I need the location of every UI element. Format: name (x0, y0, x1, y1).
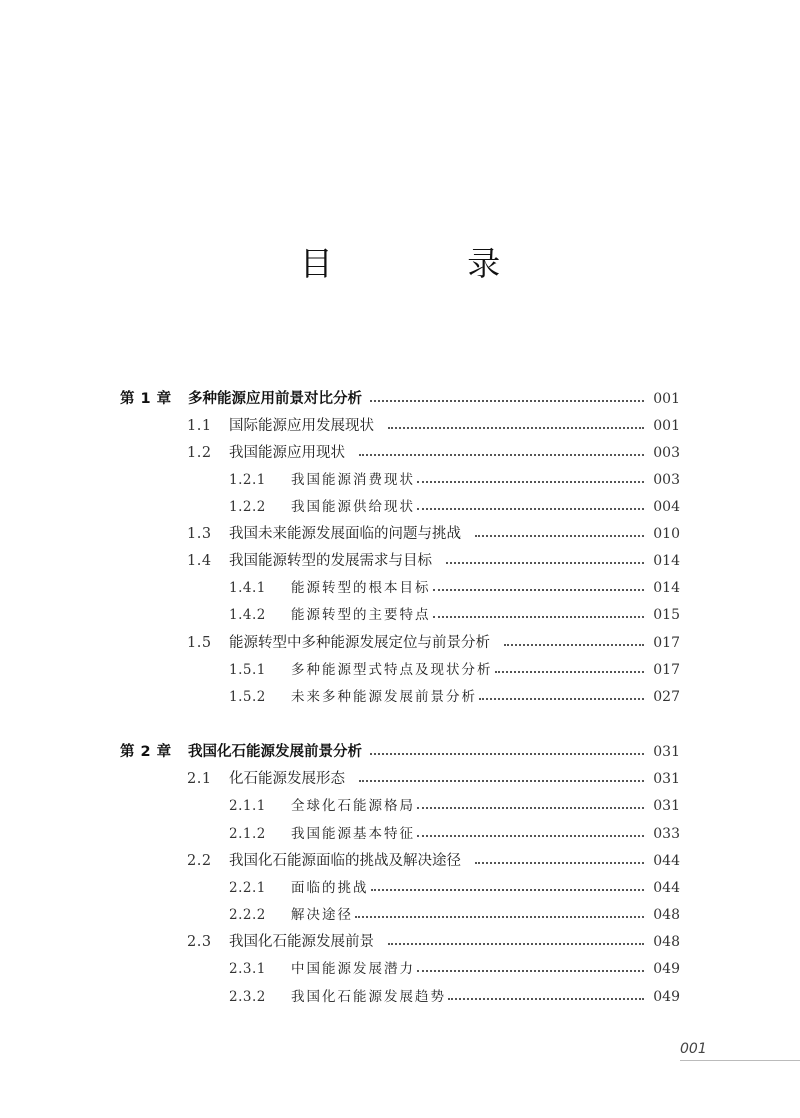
dot-leader (388, 427, 644, 429)
dot-leader (495, 671, 645, 673)
section-title: 我国化石能源发展前景 (229, 934, 374, 950)
page-ref: 044 (653, 880, 680, 896)
subsection-title: 能源转型的根本目标 (291, 580, 431, 596)
toc-subsection-1-5-1[interactable] (229, 659, 680, 681)
page-number: 001 (680, 1041, 707, 1057)
toc-chapter-1[interactable] (120, 388, 680, 410)
dot-leader (417, 508, 644, 510)
subsection-number: 1.2.2 (229, 499, 266, 515)
toc-subsection-2-1-1[interactable] (229, 795, 680, 817)
subsection-number: 2.2.1 (229, 880, 266, 896)
page-ref: 014 (653, 580, 680, 596)
subsection-number: 1.5.2 (229, 689, 266, 705)
page-ref: 031 (653, 744, 680, 760)
dot-leader (479, 698, 644, 700)
toc-subsection-1-4-1[interactable] (229, 577, 680, 599)
section-number: 1.5 (187, 635, 212, 651)
subsection-title: 我国能源供给现状 (291, 499, 415, 515)
section-number: 2.1 (187, 771, 212, 787)
section-title: 能源转型中多种能源发展定位与前景分析 (229, 635, 490, 651)
toc-section-1-2[interactable] (187, 442, 680, 464)
dot-leader (417, 481, 644, 483)
section-number: 1.2 (187, 445, 212, 461)
toc-chapter-2[interactable] (120, 741, 680, 763)
dot-leader (417, 970, 644, 972)
section-title: 我国化石能源面临的挑战及解决途径 (229, 853, 461, 869)
toc-subsection-2-3-1[interactable] (229, 958, 680, 980)
toc-section-1-5[interactable] (187, 632, 680, 654)
subsection-number: 2.1.2 (229, 826, 266, 842)
chapter-title: 我国化石能源发展前景分析 (188, 744, 362, 760)
page-ref: 003 (653, 472, 680, 488)
subsection-title: 未来多种能源发展前景分析 (291, 689, 477, 705)
dot-leader (433, 589, 645, 591)
section-number: 2.2 (187, 853, 212, 869)
toc-subsection-2-2-1[interactable] (229, 877, 680, 899)
chapter-number: 第 1 章 (120, 391, 172, 407)
page-ref: 014 (653, 553, 680, 569)
section-number: 1.4 (187, 553, 212, 569)
section-title: 国际能源应用发展现状 (229, 418, 374, 434)
section-number: 2.3 (187, 934, 212, 950)
subsection-title: 面临的挑战 (291, 880, 369, 896)
dot-leader (475, 535, 644, 537)
subsection-title: 能源转型的主要特点 (291, 607, 431, 623)
section-title: 化石能源发展形态 (229, 771, 345, 787)
dot-leader (446, 562, 644, 564)
page-ref: 048 (653, 934, 680, 950)
section-title: 我国能源应用现状 (229, 445, 345, 461)
section-title: 我国未来能源发展面临的问题与挑战 (229, 526, 461, 542)
page-ref: 001 (653, 391, 680, 407)
toc-section-2-2[interactable] (187, 850, 680, 872)
toc-subsection-2-3-2[interactable] (229, 986, 680, 1008)
section-number: 1.1 (187, 418, 212, 434)
subsection-title: 解决途径 (291, 907, 353, 923)
chapter-number: 第 2 章 (120, 744, 172, 760)
subsection-title: 全球化石能源格局 (291, 798, 415, 814)
page-ref: 027 (653, 689, 680, 705)
toc-subsection-1-5-2[interactable] (229, 686, 680, 708)
page-ref: 010 (653, 526, 680, 542)
page-ref: 004 (653, 499, 680, 515)
footer-rule (680, 1060, 800, 1061)
page-ref: 017 (653, 662, 680, 678)
dot-leader (504, 644, 644, 646)
page-title: 目 录 (299, 244, 563, 283)
dot-leader (370, 753, 644, 755)
subsection-number: 2.3.2 (229, 989, 266, 1005)
subsection-title: 多种能源型式特点及现状分析 (291, 662, 493, 678)
dot-leader (475, 862, 644, 864)
page-ref: 048 (653, 907, 680, 923)
toc-subsection-1-4-2[interactable] (229, 604, 680, 626)
toc-subsection-2-1-2[interactable] (229, 823, 680, 845)
dot-leader (417, 807, 644, 809)
dot-leader (355, 916, 644, 918)
dot-leader (370, 400, 644, 402)
subsection-number: 1.4.2 (229, 607, 266, 623)
page-ref: 049 (653, 989, 680, 1005)
dot-leader (359, 780, 644, 782)
page-ref: 003 (653, 445, 680, 461)
toc-subsection-2-2-2[interactable] (229, 904, 680, 926)
dot-leader (417, 835, 644, 837)
dot-leader (371, 889, 645, 891)
page-ref: 001 (653, 418, 680, 434)
toc-section-2-3[interactable] (187, 931, 680, 953)
dot-leader (433, 616, 645, 618)
page-ref: 031 (653, 771, 680, 787)
subsection-number: 2.3.1 (229, 961, 266, 977)
subsection-number: 2.1.1 (229, 798, 266, 814)
page-ref: 044 (653, 853, 680, 869)
toc-section-1-4[interactable] (187, 550, 680, 572)
toc-section-1-3[interactable] (187, 523, 680, 545)
toc-subsection-1-2-2[interactable] (229, 496, 680, 518)
subsection-title: 我国能源基本特征 (291, 826, 415, 842)
dot-leader (448, 998, 644, 1000)
toc-section-2-1[interactable] (187, 768, 680, 790)
section-title: 我国能源转型的发展需求与目标 (229, 553, 432, 569)
page-ref: 049 (653, 961, 680, 977)
page-ref: 017 (653, 635, 680, 651)
subsection-number: 1.2.1 (229, 472, 266, 488)
subsection-title: 中国能源发展潜力 (291, 961, 415, 977)
page-ref: 015 (653, 607, 680, 623)
subsection-number: 2.2.2 (229, 907, 266, 923)
page-ref: 031 (653, 798, 680, 814)
subsection-title: 我国化石能源发展趋势 (291, 989, 446, 1005)
section-number: 1.3 (187, 526, 212, 542)
dot-leader (359, 454, 644, 456)
toc-section-1-1[interactable] (187, 415, 680, 437)
subsection-title: 我国能源消费现状 (291, 472, 415, 488)
subsection-number: 1.5.1 (229, 662, 266, 678)
subsection-number: 1.4.1 (229, 580, 266, 596)
dot-leader (388, 943, 644, 945)
toc-subsection-1-2-1[interactable] (229, 469, 680, 491)
chapter-title: 多种能源应用前景对比分析 (188, 391, 362, 407)
page-ref: 033 (653, 826, 680, 842)
